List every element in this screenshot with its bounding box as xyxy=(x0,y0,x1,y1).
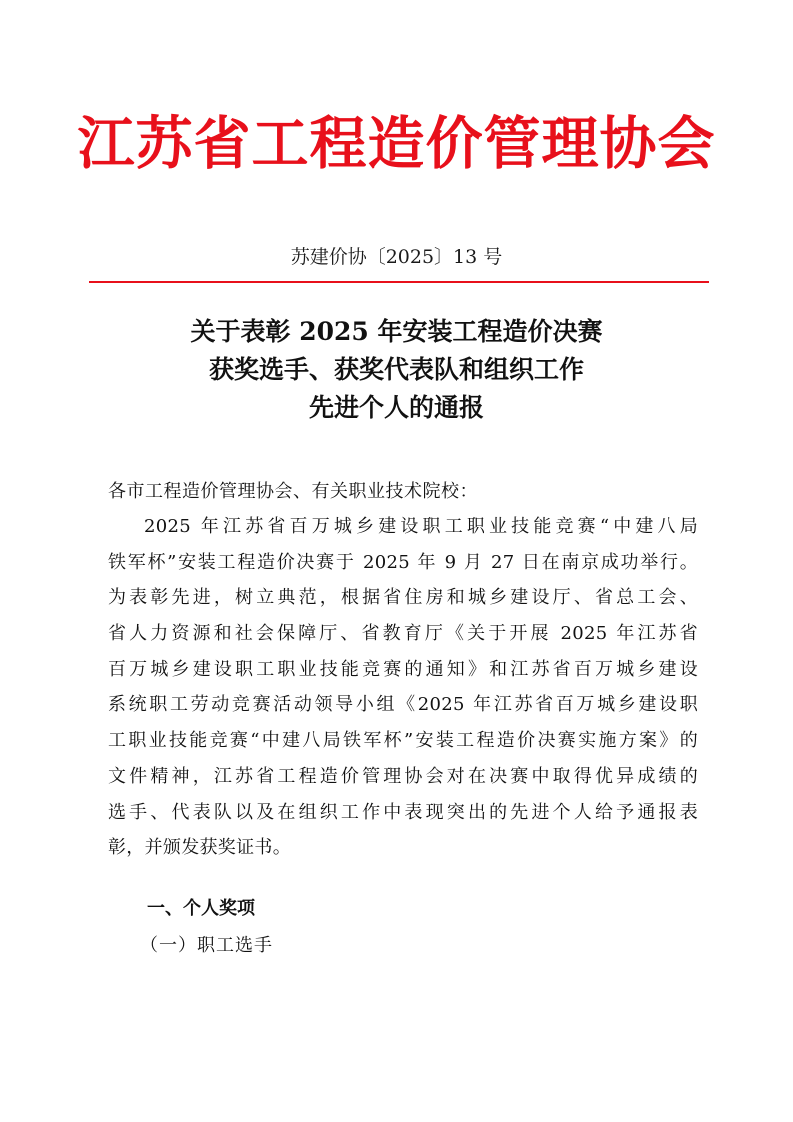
letterhead-red-divider xyxy=(89,281,709,283)
paragraph-line: 2025 年江苏省百万城乡建设职工职业技能竞赛“中建八局 xyxy=(144,516,698,537)
paragraph-line: 铁军杯”安装工程造价决赛于 2025 年 9 月 27 日在南京成功举行。 xyxy=(108,551,698,573)
paragraph-line: 系统职工劳动竞赛活动领导小组《2025 年江苏省百万城乡建设职 xyxy=(108,694,698,716)
paragraph-line: 工职业技能竞赛“中建八局铁军杯”安装工程造价决赛实施方案》的 xyxy=(108,730,698,752)
salutation: 各市工程造价管理协会、有关职业技术院校： xyxy=(108,481,478,502)
document-number: 苏建价协〔2025〕13 号 xyxy=(290,246,503,268)
paragraph-line: 为表彰先进，树立典范，根据省住房和城乡建设厅、省总工会、 xyxy=(108,587,698,609)
section-heading: 一、个人奖项 xyxy=(147,898,255,919)
paragraph-line: 百万城乡建设职工职业技能竞赛的通知》和江苏省百万城乡建设 xyxy=(108,658,698,680)
paragraph-line: 彰，并颁发获奖证书。 xyxy=(108,837,291,859)
document-title xyxy=(0,313,793,427)
body-paragraph xyxy=(108,509,698,866)
title-line: 获奖选手、获奖代表队和组织工作 xyxy=(208,355,584,384)
paragraph-line: 省人力资源和社会保障厅、省教育厅《关于开展 2025 年江苏省 xyxy=(108,623,698,645)
paragraph-line: 选手、代表队以及在组织工作中表现突出的先进个人给予通报表 xyxy=(108,801,698,823)
sub-heading: （一）职工选手 xyxy=(140,935,273,956)
organization-letterhead: 江苏省工程造价管理协会 xyxy=(77,110,716,177)
paragraph-line: 文件精神，江苏省工程造价管理协会对在决赛中取得优异成绩的 xyxy=(108,765,698,787)
title-line: 先进个人的通报 xyxy=(308,393,484,422)
title-line: 关于表彰 2025 年安装工程造价决赛 xyxy=(190,317,603,346)
